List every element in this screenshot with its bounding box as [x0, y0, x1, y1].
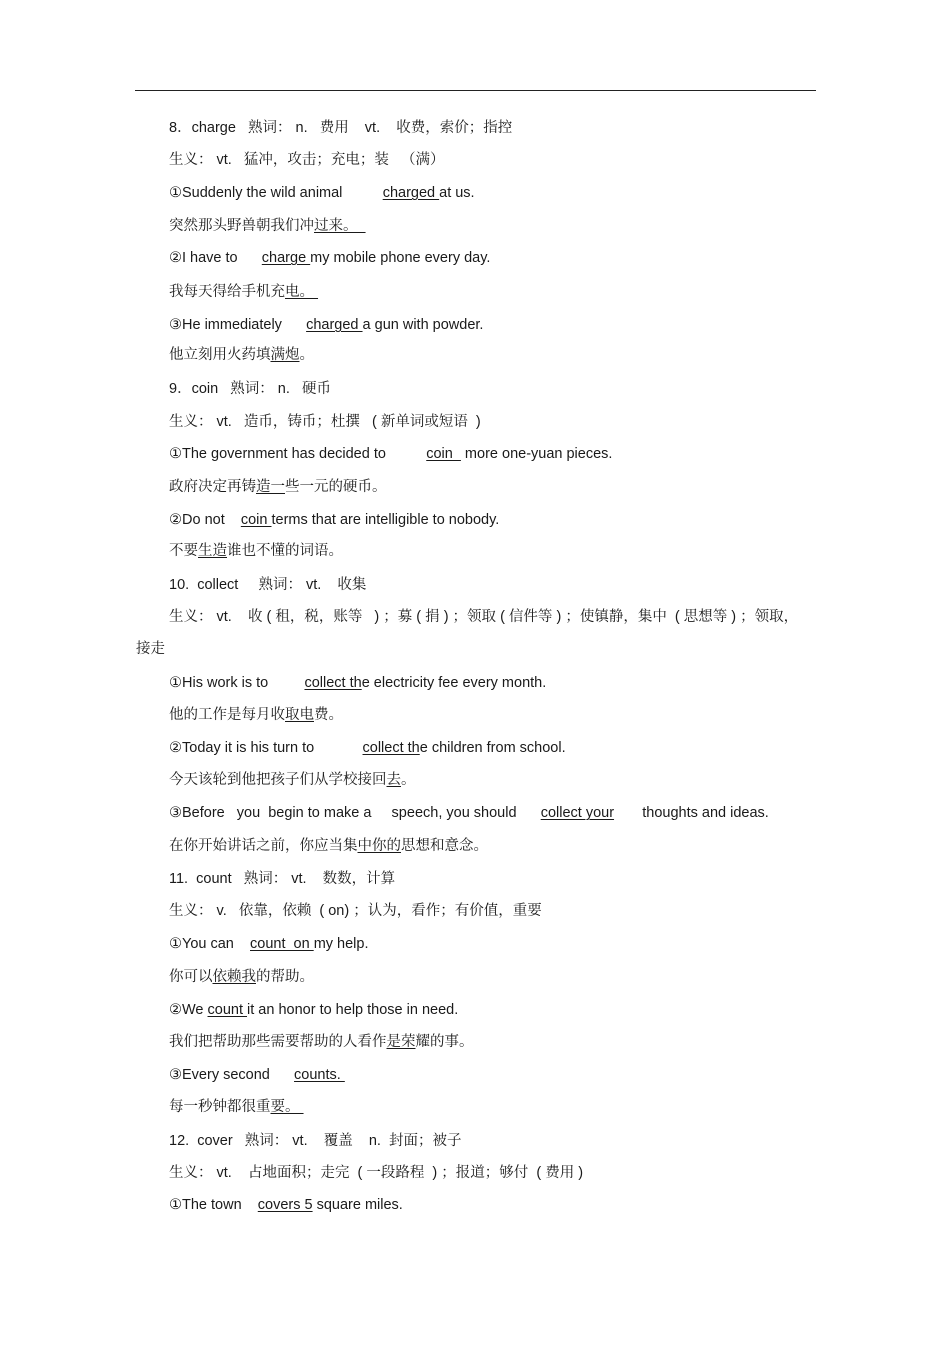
line-text: it an honor to help those in need. [247, 1002, 459, 1018]
line-text: ①Suddenly the wild animal [169, 185, 383, 201]
text-line [169, 1001, 458, 1019]
answer-blank: counts. [294, 1067, 345, 1083]
text-line [169, 576, 366, 594]
text-line [169, 1164, 583, 1182]
answer-blank: count on [250, 936, 314, 952]
line-text: 生义： vt. 收 ( 租，税，账等 ) ；募 ( 捐 ) ；领取 ( 信件等 ) ；使镇静，集中 ( 思想等 ) ；领取， [169, 609, 799, 625]
answer-blank: collect th [304, 675, 362, 691]
line-text: 费。 [314, 707, 343, 723]
line-text: 他的工作是每月收 [169, 707, 285, 723]
answer-blank: 生造 [198, 543, 227, 559]
line-text: 生义： vt. 造币，铸币；杜撰 ( 新单词或短语 ) [169, 414, 481, 430]
text-line [169, 1098, 304, 1116]
text-line [169, 837, 488, 855]
text-line [169, 316, 483, 334]
text-line [169, 283, 318, 301]
text-line [169, 184, 475, 202]
line-text: 8．charge 熟词： n. 费用 vt. 收费，索价；指控 [169, 120, 513, 136]
text-line [169, 413, 481, 431]
text-line [169, 380, 331, 398]
line-text: ①His work is to [169, 675, 305, 691]
line-text: 。 [401, 772, 416, 788]
line-text: 的帮助。 [256, 969, 314, 985]
answer-blank: charged [306, 317, 363, 333]
line-text: 。 [299, 347, 314, 363]
answer-blank: 造一 [256, 479, 285, 495]
line-text: 谁也不懂的词语。 [227, 543, 343, 559]
line-text: ①The government has decided to [169, 446, 427, 462]
line-text: 政府决定再铸 [169, 479, 256, 495]
text-line [169, 968, 314, 986]
line-text: more one-yuan pieces. [460, 446, 613, 462]
text-line [169, 1196, 403, 1214]
answer-blank: 去 [386, 772, 401, 788]
text-line [169, 119, 512, 137]
text-line [136, 640, 165, 658]
line-text: 生义： v. 依靠，依赖 ( on) ；认为，看作；有价值，重要 [169, 903, 542, 919]
text-line [169, 935, 369, 953]
line-text: a gun with powder. [362, 317, 484, 333]
text-line [169, 1033, 474, 1051]
text-line [169, 706, 343, 724]
text-line [169, 478, 387, 496]
answer-blank: 电。 [285, 284, 319, 300]
text-line [169, 870, 395, 888]
line-text: 思想和意念。 [401, 838, 488, 854]
text-line [169, 1066, 345, 1084]
line-text: ③Before you begin to make a speech, you should [169, 805, 541, 821]
line-text: 在你开始讲话之前，你应当集 [169, 838, 358, 854]
text-line [169, 249, 490, 267]
line-text: ①The town [169, 1197, 258, 1213]
answer-blank: 要。 [270, 1099, 304, 1115]
line-text: ①You can [169, 936, 250, 952]
line-text: ③He immediately [169, 317, 307, 333]
line-text: ②I have to [169, 250, 262, 266]
line-text: 生义： vt. 占地面积；走完 ( 一段路程 ) ；报道；够付 ( 费用 ) [169, 1165, 584, 1181]
line-text: 每一秒钟都很重 [169, 1099, 271, 1115]
answer-blank: coin [426, 446, 461, 462]
text-line [169, 445, 612, 463]
line-text: 10. collect 熟词： vt. 收集 [169, 577, 367, 593]
answer-blank: collect th [362, 740, 420, 756]
line-text: ②Today it is his turn to [169, 740, 363, 756]
answer-blank: charge [261, 250, 311, 266]
answer-blank: 是荣 [386, 1034, 416, 1050]
answer-blank: 过来。 [314, 218, 366, 234]
answer-blank: count [207, 1002, 248, 1018]
line-text: 接走 [136, 641, 165, 657]
line-text: my help. [313, 936, 369, 952]
line-text: my mobile phone every day. [310, 250, 491, 266]
line-text: 我们把帮助那些需要帮助的人看作 [169, 1034, 387, 1050]
line-text: 突然那头野兽朝我们冲 [169, 218, 314, 234]
answer-blank: 中你的 [357, 838, 401, 854]
line-text: 11. count 熟词： vt. 数数，计算 [169, 871, 396, 887]
line-text: 你可以 [169, 969, 213, 985]
line-text: at us. [439, 185, 475, 201]
answer-blank: 依赖我 [212, 969, 256, 985]
answer-blank: coin [240, 512, 272, 528]
text-line [169, 1132, 461, 1150]
answer-blank: charged [382, 185, 440, 201]
line-text: 不要 [169, 543, 198, 559]
text-line [169, 217, 366, 235]
text-line [169, 674, 546, 692]
text-line [169, 771, 416, 789]
text-line [169, 511, 499, 529]
text-line [169, 542, 343, 560]
line-text: terms that are intelligible to nobody. [271, 512, 500, 528]
text-line [169, 346, 314, 364]
line-text: 耀的事。 [415, 1034, 474, 1050]
text-line [169, 804, 769, 822]
header-rule [135, 90, 816, 91]
text-line [169, 739, 566, 757]
text-line [169, 151, 445, 169]
answer-blank: 取电 [285, 707, 314, 723]
line-text: 9．coin 熟词： n. 硬币 [169, 381, 331, 397]
line-text: e electricity fee every month. [361, 675, 547, 691]
line-text: 他立刻用火药填 [169, 347, 271, 363]
line-text: e children from school. [419, 740, 566, 756]
line-text: 今天该轮到他把孩子们从学校接回 [169, 772, 387, 788]
answer-blank: collect your [540, 805, 615, 821]
text-line [169, 902, 542, 920]
line-text: ②Do not [169, 512, 241, 528]
text-line [169, 608, 798, 626]
line-text: thoughts and ideas. [614, 805, 769, 821]
line-text: 我每天得给手机充 [169, 284, 285, 300]
line-text: ②We [169, 1002, 208, 1018]
line-text: square miles. [312, 1197, 403, 1213]
line-text: ③Every second [169, 1067, 295, 1083]
line-text: 12. cover 熟词： vt. 覆盖 n. 封面；被子 [169, 1133, 462, 1149]
answer-blank: covers 5 [257, 1197, 313, 1213]
line-text: 些一元的硬币。 [285, 479, 387, 495]
answer-blank: 满炮 [270, 347, 300, 363]
line-text: 生义： vt. 猛冲，攻击；充电；装 （满） [169, 152, 445, 168]
